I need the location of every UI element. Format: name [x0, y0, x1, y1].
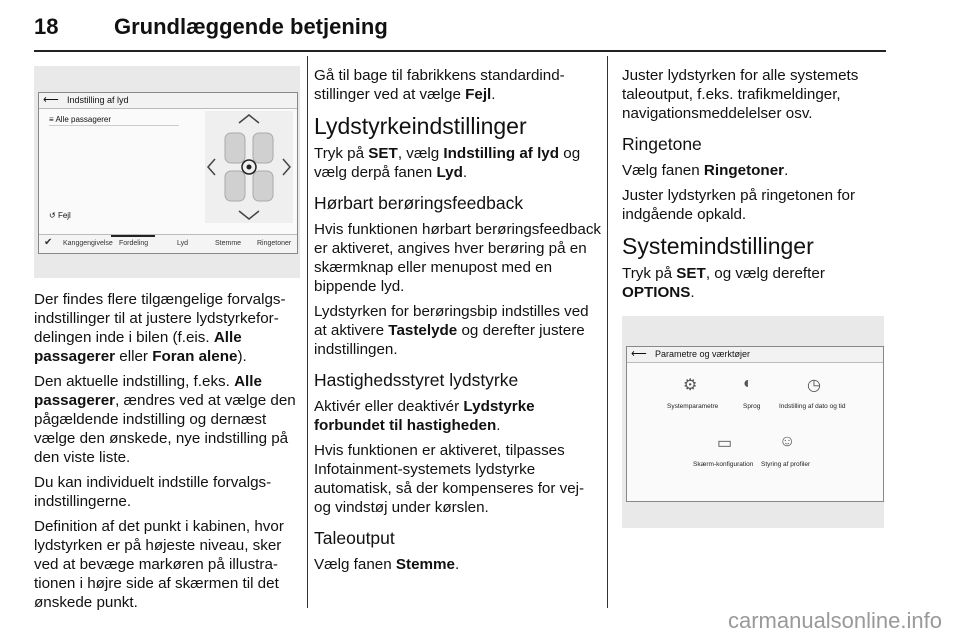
paragraph: Juster lydstyrken på ringetonen for indgående opkald. [622, 187, 855, 223]
sound-settings-figure [34, 66, 300, 278]
paragraph: Aktivér eller deaktivér Lydstyrke forbundet til hastigheden. [314, 398, 535, 434]
gear-icon[interactable]: ⚙ [683, 377, 698, 394]
back-arrow-icon[interactable]: ⟵ [631, 348, 647, 360]
paragraph: Gå til bage til fabrikkens standardindstillinger ved at vælge Fejl. [314, 67, 565, 103]
checkmark-icon[interactable]: ✔ [44, 237, 53, 248]
language-icon[interactable]: ◐ [743, 375, 753, 392]
column-divider [307, 56, 308, 608]
tab-bar [39, 234, 297, 253]
icon-label[interactable]: Sprog [743, 403, 761, 410]
paragraph: Tryk på SET, og vælg derefter OPTIONS. [622, 265, 825, 301]
paragraph: Definition af det punkt i kabinen, hvor lydstyrken er på højeste niveau, sker ved at bevæge markøren på illustrationen i højre side af skærmen til det ønskede punkt. [34, 518, 284, 611]
reset-item[interactable] [49, 211, 71, 220]
tab-voice[interactable]: Stemme [215, 240, 242, 247]
subsection-heading: Hørbart berøringsfeedback [314, 193, 524, 213]
options-screen [626, 346, 884, 502]
paragraph: Vælg fanen Ringetoner. [622, 162, 789, 179]
tab-ringtones[interactable]: Ringetoner [257, 240, 292, 247]
list-icon: ≡ [49, 115, 56, 124]
screen-titlebar [627, 347, 883, 363]
paragraph: Du kan individuelt indstille forvalgsindstillingerne. [34, 474, 272, 510]
tab-distribution[interactable]: Fordeling [119, 240, 149, 247]
paragraph: Hvis funktionen er aktiveret, tilpasses Infotainment-systemets lydstyrke automatisk, så der kompenseres for vej- og vindstøj under kørslen. [314, 442, 585, 516]
profile-icon[interactable]: ☺ [779, 433, 796, 450]
section-heading: Lydstyrkeindstillinger [314, 113, 527, 139]
paragraph: Den aktuelle indstilling, f.eks. Alle passagerer, ændres ved at vælge den pågældende indstilling og dernæst vælge den ønskede, nye indstilling på den viste liste. [34, 373, 296, 466]
seat-diagram[interactable] [203, 111, 295, 223]
paragraph: Lydstyrken for berøringsbip indstilles ved at aktivere Tastelyde og derefter justere indstillingen. [314, 303, 589, 358]
paragraph: Vælg fanen Stemme. [314, 556, 460, 573]
subsection-heading: Ringetone [622, 134, 702, 154]
preset-label: Alle passagerer [55, 115, 112, 124]
sound-settings-screen [38, 92, 298, 254]
column-3 [622, 66, 884, 528]
page-header [34, 10, 886, 52]
screen-title: Parametre og værktøjer [655, 349, 751, 359]
reset-label: Fejl [57, 211, 71, 220]
paragraph: Juster lydstyrken for alle systemets taleoutput, f.eks. trafikmeldinger, navigationsmeddelelser osv. [622, 67, 859, 122]
icon-label[interactable]: Styring af profiler [761, 461, 811, 468]
paragraph: Tryk på SET, vælg Indstilling af lyd og vælg derpå fanen Lyd. [314, 145, 581, 181]
subsection-heading: Hastighedsstyret lydstyrke [314, 370, 519, 390]
subsection-heading: Taleoutput [314, 528, 395, 548]
preset-item[interactable] [49, 115, 111, 124]
tab-sound[interactable]: Lyd [177, 240, 189, 247]
tab-playback[interactable]: Kanggengivelse [63, 240, 113, 247]
options-figure [622, 316, 884, 528]
column-1 [34, 66, 300, 618]
undo-icon: ↺ [49, 211, 58, 220]
section-heading: Systemindstillinger [622, 233, 814, 259]
clock-icon[interactable]: ◷ [807, 377, 821, 394]
paragraph: Hvis funktionen hørbart berøringsfeedback er aktiveret, angives hver berøring på en skærmknap eller menupost med en bippende lyd. [314, 221, 602, 295]
back-arrow-icon[interactable]: ⟵ [43, 94, 59, 106]
paragraph: Der findes flere tilgængelige forvalgsindstillinger til at justere lydstyrkefordelingen inde i bilen (f.eis. Alle passagerer eller Foran alene). [34, 291, 286, 365]
icon-label[interactable]: Systemparametre [667, 403, 719, 410]
screen-titlebar [39, 93, 297, 109]
active-tab-indicator [111, 235, 155, 237]
watermark: carmanualsonline.info [727, 608, 942, 633]
icon-label[interactable]: Skærm-konfiguration [693, 461, 754, 468]
column-2 [314, 66, 604, 580]
page-number: 18 [34, 14, 59, 39]
chapter-title: Grundlæggende betjening [114, 14, 388, 39]
separator [49, 125, 179, 126]
display-icon[interactable]: ▭ [717, 435, 733, 452]
column-divider [607, 56, 608, 608]
icon-label[interactable]: Indstilling af dato og tid [779, 403, 846, 410]
screen-title: Indstilling af lyd [67, 95, 129, 105]
